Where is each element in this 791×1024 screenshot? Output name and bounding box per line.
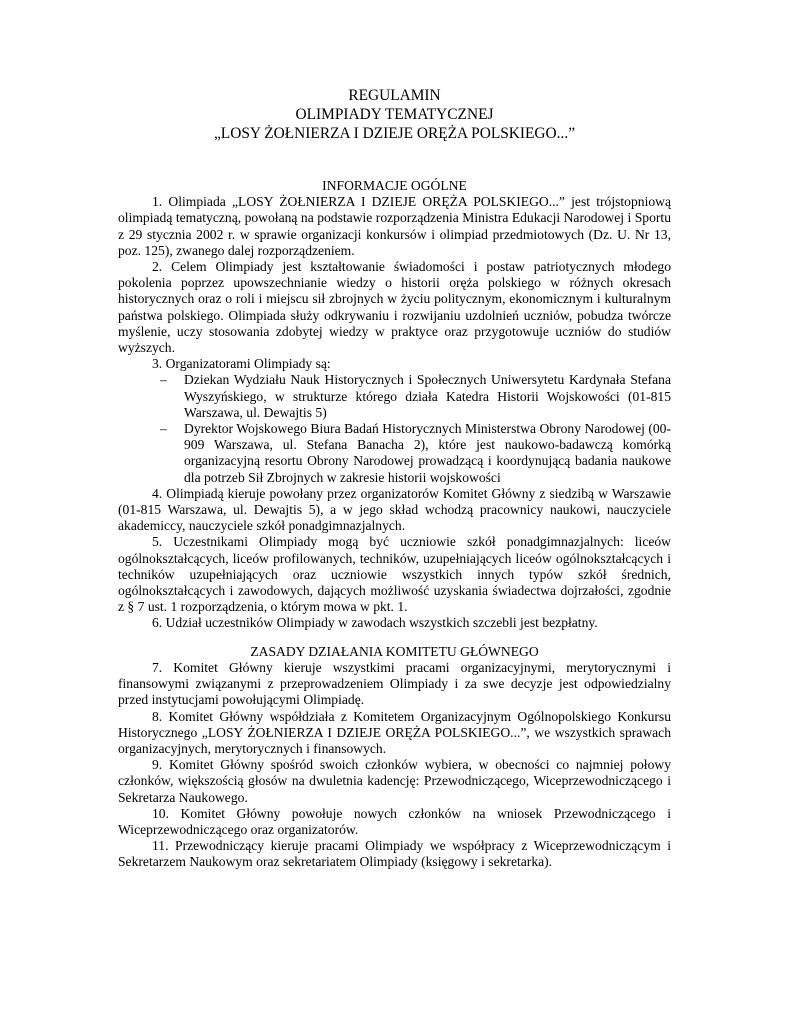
title-line-2: OLIMPIADY TEMATYCZNEJ bbox=[295, 106, 494, 123]
paragraph-10: 10. Komitet Główny powołuje nowych członków na wniosek Przewodniczącego i Wiceprzewodniczącego oraz organizatorów. bbox=[118, 805, 671, 837]
paragraph-2: 2. Celem Olimpiady jest kształtowanie świadomości i postaw patriotycznych młodego pokolenia poprzez upowszechnianie wiedzy o historii oręża polskiego w różnych okresach historycznych oraz o roli i miejscu sił zbrojnych w życiu politycznym, ekonomicznym i kulturalnym państwa polskiego. Olimpiada służy odkrywaniu i rozwijaniu uzdolnień uczniów, pobudza twórcze myślenie, uczy stosowania zdobytej wiedzy w praktyce oraz przygotowuje uczniów do studiów wyższych. bbox=[118, 259, 671, 356]
paragraph-7: 7. Komitet Główny kieruje wszystkimi pracami organizacyjnymi, merytorycznymi i finansowymi związanymi z przeprowadzeniem Olimpiady i za swe decyzje jest odpowiedzialny przed instytucjami powołującymi Olimpiadę. bbox=[118, 659, 671, 708]
title-line-3: „LOSY ŻOŁNIERZA I DZIEJE ORĘŻA POLSKIEGO...” bbox=[213, 125, 576, 142]
title-line-1: REGULAMIN bbox=[348, 87, 441, 104]
paragraph-5: 5. Uczestnikami Olimpiady mogą być uczniowie szkół ponadgimnazjalnych: liceów ogólnokształcących, liceów profilowanych, techników, uzupełniających liceów ogólnokształcących i techników uzupełniających oraz uczniowie wszystkich innych typów szkół średnich, ogólnokształcących i zawodowych, dających możliwość uzyskania świadectwa dojrzałości, zgodnie z § 7 ust. 1 rozporządzenia, o którym mowa w pkt. 1. bbox=[118, 534, 671, 615]
section-heading-general: INFORMACJE OGÓLNE bbox=[322, 178, 467, 193]
organizer-item: – Dyrektor Wojskowego Biura Badań Historycznych Ministerstwa Obrony Narodowej (00-909 Warszawa, ul. Stefana Banacha 2), które jest naukowo-badawczą komórką organizacyjną resortu Obrony Narodowej prowadzącą i koordynującą badania naukowe dla potrzeb Sił Zbrojnych w zakresie historii wojskowości bbox=[184, 421, 671, 486]
organizers-list bbox=[118, 372, 671, 485]
paragraph-8: 8. Komitet Główny współdziała z Komitetem Organizacyjnym Ogólnopolskiego Konkursu Historycznego „LOSY ŻOŁNIERZA I DZIEJE ORĘŻA POLSKIEGO...”, we wszystkich sprawach organizacyjnych, merytorycznych i finansowych. bbox=[118, 708, 671, 756]
section-heading-committee: ZASADY DZIAŁANIA KOMITETU GŁÓWNEGO bbox=[250, 643, 539, 659]
paragraph-3: 3. Organizatorami Olimpiady są: bbox=[152, 356, 331, 372]
document-title bbox=[118, 86, 671, 143]
paragraph-9: 9. Komitet Główny spośród swoich członków wybiera, w obecności co najmniej połowy członków, większością głosów na dwuletnia kadencję: Przewodniczącego, Wiceprzewodniczącego i Sekretarza Naukowego. bbox=[118, 757, 671, 805]
paragraph-11: 11. Przewodniczący kieruje pracami Olimpiady we współpracy z Wiceprzewodniczącym i Sekretarzem Naukowym oraz sekretariatem Olimpiady (księgowy i sekretarka). bbox=[118, 838, 671, 870]
document-page bbox=[118, 86, 671, 871]
paragraph-6: 6. Udział uczestników Olimpiady w zawodach wszystkich szczebli jest bezpłatny. bbox=[152, 615, 598, 631]
organizer-item: – Dziekan Wydziału Nauk Historycznych i Społecznych Uniwersytetu Kardynała Stefana Wyszyńskiego, w strukturze którego działa Katedra Historii Wojskowości (01-815 Warszawa, ul. Dewajtis 5) bbox=[184, 372, 671, 421]
paragraph-1: 1. Olimpiada „LOSY ŻOŁNIERZA I DZIEJE ORĘŻA POLSKIEGO...” jest trójstopniową olimpiadą tematyczną, powołaną na podstawie rozporządzenia Ministra Edukacji Narodowej i Sportu z 29 stycznia 2002 r. w sprawie organizacji konkursów i olimpiad przedmiotowych (Dz. U. Nr 13, poz. 125), zwanego dalej rozporządzeniem. bbox=[118, 194, 671, 258]
paragraph-4: 4. Olimpiadą kieruje powołany przez organizatorów Komitet Główny z siedzibą w Warszawie (01-815 Warszawa, ul. Dewajtis 5), a w jego skład wchodzą pracownicy naukowi, nauczyciele akademiccy, nauczyciele szkół ponadgimnazjalnych. bbox=[118, 485, 671, 534]
